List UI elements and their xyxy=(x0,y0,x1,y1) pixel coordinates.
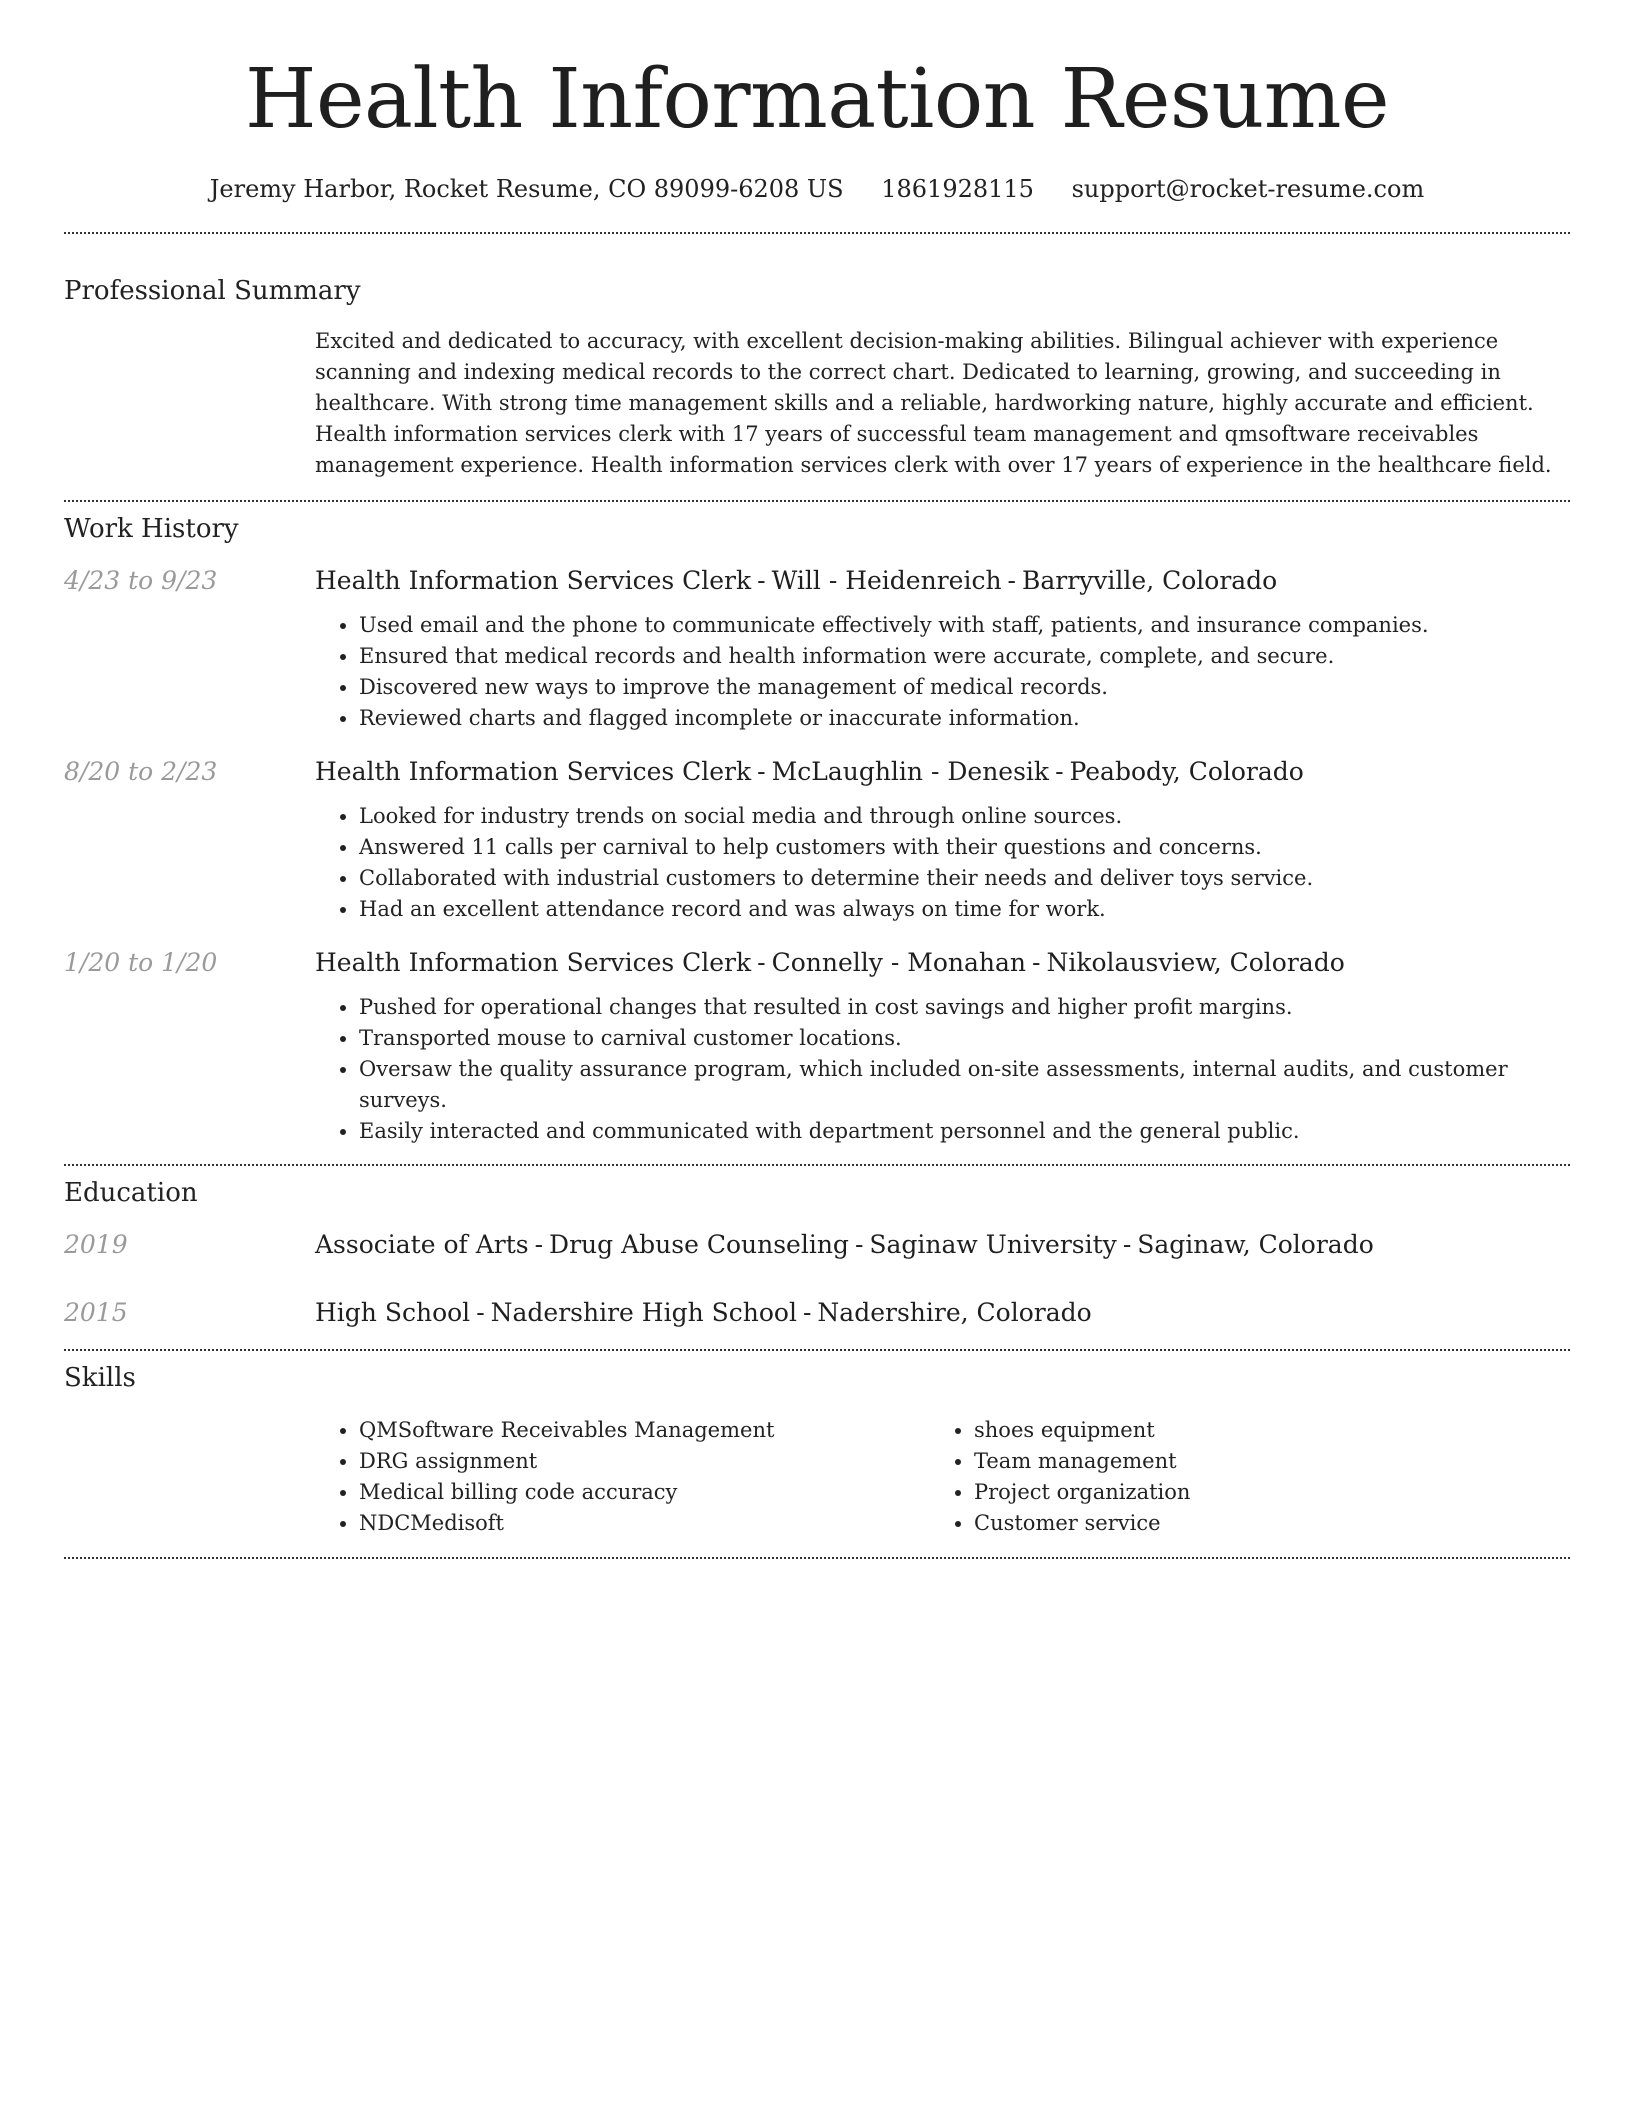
resume-page xyxy=(64,0,1570,1559)
section-title-summary: Professional Summary xyxy=(64,276,361,306)
job-bullet: • Ensured that medical records and health information were accurate, complete, and secure. xyxy=(359,641,1570,672)
job-title: Health Information Services Clerk xyxy=(315,948,752,977)
skills-row xyxy=(64,1415,1570,1539)
education-school: Saginaw University xyxy=(869,1230,1117,1259)
summary-row xyxy=(64,326,1570,481)
contact-address: Jeremy Harbor, Rocket Resume, CO 89099-6208 US xyxy=(209,175,844,203)
job-entry xyxy=(64,564,1570,734)
job-bullet: • Had an excellent attendance record and was always on time for work. xyxy=(359,894,1570,925)
job-bullet: • Pushed for operational changes that resulted in cost savings and higher profit margins. xyxy=(359,992,1570,1023)
job-heading: Health Information Services Clerk - Connelly - Monahan - Nikolausview, Colorado xyxy=(315,948,1345,977)
education-year: 2019 xyxy=(64,1230,128,1259)
education-year: 2015 xyxy=(64,1298,128,1327)
skill-item: • Medical billing code accuracy xyxy=(359,1477,930,1508)
skills-columns xyxy=(315,1415,1570,1539)
skills-spacer xyxy=(64,1415,315,1539)
job-bullets xyxy=(315,801,1570,925)
job-company: Connelly - Monahan xyxy=(771,948,1027,977)
skill-item: • DRG assignment xyxy=(359,1446,930,1477)
job-entry xyxy=(64,755,1570,925)
job-bullet: • Discovered new ways to improve the management of medical records. xyxy=(359,672,1570,703)
section-title-skills: Skills xyxy=(64,1363,136,1393)
job-location: Peabody, Colorado xyxy=(1069,757,1304,786)
job-bullet: • Answered 11 calls per carnival to help customers with their questions and concerns. xyxy=(359,832,1570,863)
summary-text: Excited and dedicated to accuracy, with excellent decision-making abilities. Bilingual achiever with experience scanning and indexing medical records to the correct chart. Dedicated to learning, growing, and succeeding in healthcare. With strong time management skills and a reliable, hardworking nature, highly accurate and efficient. Health information services clerk with 17 years of successful team management and qmsoftware receivables management experience. Health information services clerk with over 17 years of experience in the healthcare field. xyxy=(315,329,1552,477)
education-heading: High School - Nadershire High School - Nadershire, Colorado xyxy=(315,1298,1092,1327)
job-bullet: • Collaborated with industrial customers to determine their needs and deliver toys service. xyxy=(359,863,1570,894)
skill-item: • NDCMedisoft xyxy=(359,1508,930,1539)
job-bullet: • Easily interacted and communicated with department personnel and the general public. xyxy=(359,1116,1570,1147)
job-company: McLaughlin - Denesik xyxy=(771,757,1050,786)
education-degree: High School xyxy=(315,1298,471,1327)
education-entry xyxy=(64,1296,1570,1330)
job-heading: Health Information Services Clerk - Will - Heidenreich - Barryville, Colorado xyxy=(315,566,1278,595)
job-company: Will - Heidenreich xyxy=(771,566,1002,595)
job-title: Health Information Services Clerk xyxy=(315,566,752,595)
job-bullet: • Oversaw the quality assurance program, which included on-site assessments, internal audits, and customer surveys. xyxy=(359,1054,1570,1116)
contact-email: support@rocket-resume.com xyxy=(1071,175,1425,203)
job-heading: Health Information Services Clerk - McLaughlin - Denesik - Peabody, Colorado xyxy=(315,757,1304,786)
job-bullets xyxy=(315,992,1570,1147)
job-location: Barryville, Colorado xyxy=(1022,566,1278,595)
job-dates: 4/23 to 9/23 xyxy=(64,566,218,595)
skill-item: • QMSoftware Receivables Management xyxy=(359,1415,930,1446)
divider xyxy=(64,1164,1570,1166)
job-bullets xyxy=(315,610,1570,734)
job-bullet: • Transported mouse to carnival customer locations. xyxy=(359,1023,1570,1054)
job-location: Nikolausview, Colorado xyxy=(1046,948,1345,977)
summary-spacer xyxy=(64,326,315,481)
divider xyxy=(64,1349,1570,1351)
job-dates: 8/20 to 2/23 xyxy=(64,757,218,786)
skill-item: • Customer service xyxy=(974,1508,1545,1539)
education-school: Nadershire High School xyxy=(490,1298,797,1327)
section-title-education: Education xyxy=(64,1178,198,1208)
education-entry xyxy=(64,1228,1570,1262)
job-bullet: • Looked for industry trends on social media and through online sources. xyxy=(359,801,1570,832)
divider xyxy=(64,232,1570,234)
job-bullet: • Used email and the phone to communicate effectively with staff, patients, and insurance companies. xyxy=(359,610,1570,641)
divider xyxy=(64,1557,1570,1559)
skill-item: • Team management xyxy=(974,1446,1545,1477)
education-field: Drug Abuse Counseling xyxy=(549,1230,849,1259)
contact-phone: 1861928115 xyxy=(881,175,1034,203)
education-degree: Associate of Arts xyxy=(315,1230,529,1259)
skills-list-right xyxy=(930,1415,1545,1539)
resume-title: Health Information Resume xyxy=(244,52,1390,147)
job-entry xyxy=(64,946,1570,1147)
job-dates: 1/20 to 1/20 xyxy=(64,948,218,977)
job-bullet: • Reviewed charts and flagged incomplete or inaccurate information. xyxy=(359,703,1570,734)
section-title-work: Work History xyxy=(64,514,239,544)
contact-line xyxy=(64,172,1570,206)
education-heading: Associate of Arts - Drug Abuse Counseling - Saginaw University - Saginaw, Colorado xyxy=(315,1230,1374,1259)
divider xyxy=(64,500,1570,502)
skill-item: • shoes equipment xyxy=(974,1415,1545,1446)
job-title: Health Information Services Clerk xyxy=(315,757,752,786)
skill-item: • Project organization xyxy=(974,1477,1545,1508)
skills-list-left xyxy=(315,1415,930,1539)
education-location: Saginaw, Colorado xyxy=(1137,1230,1374,1259)
education-location: Nadershire, Colorado xyxy=(817,1298,1092,1327)
